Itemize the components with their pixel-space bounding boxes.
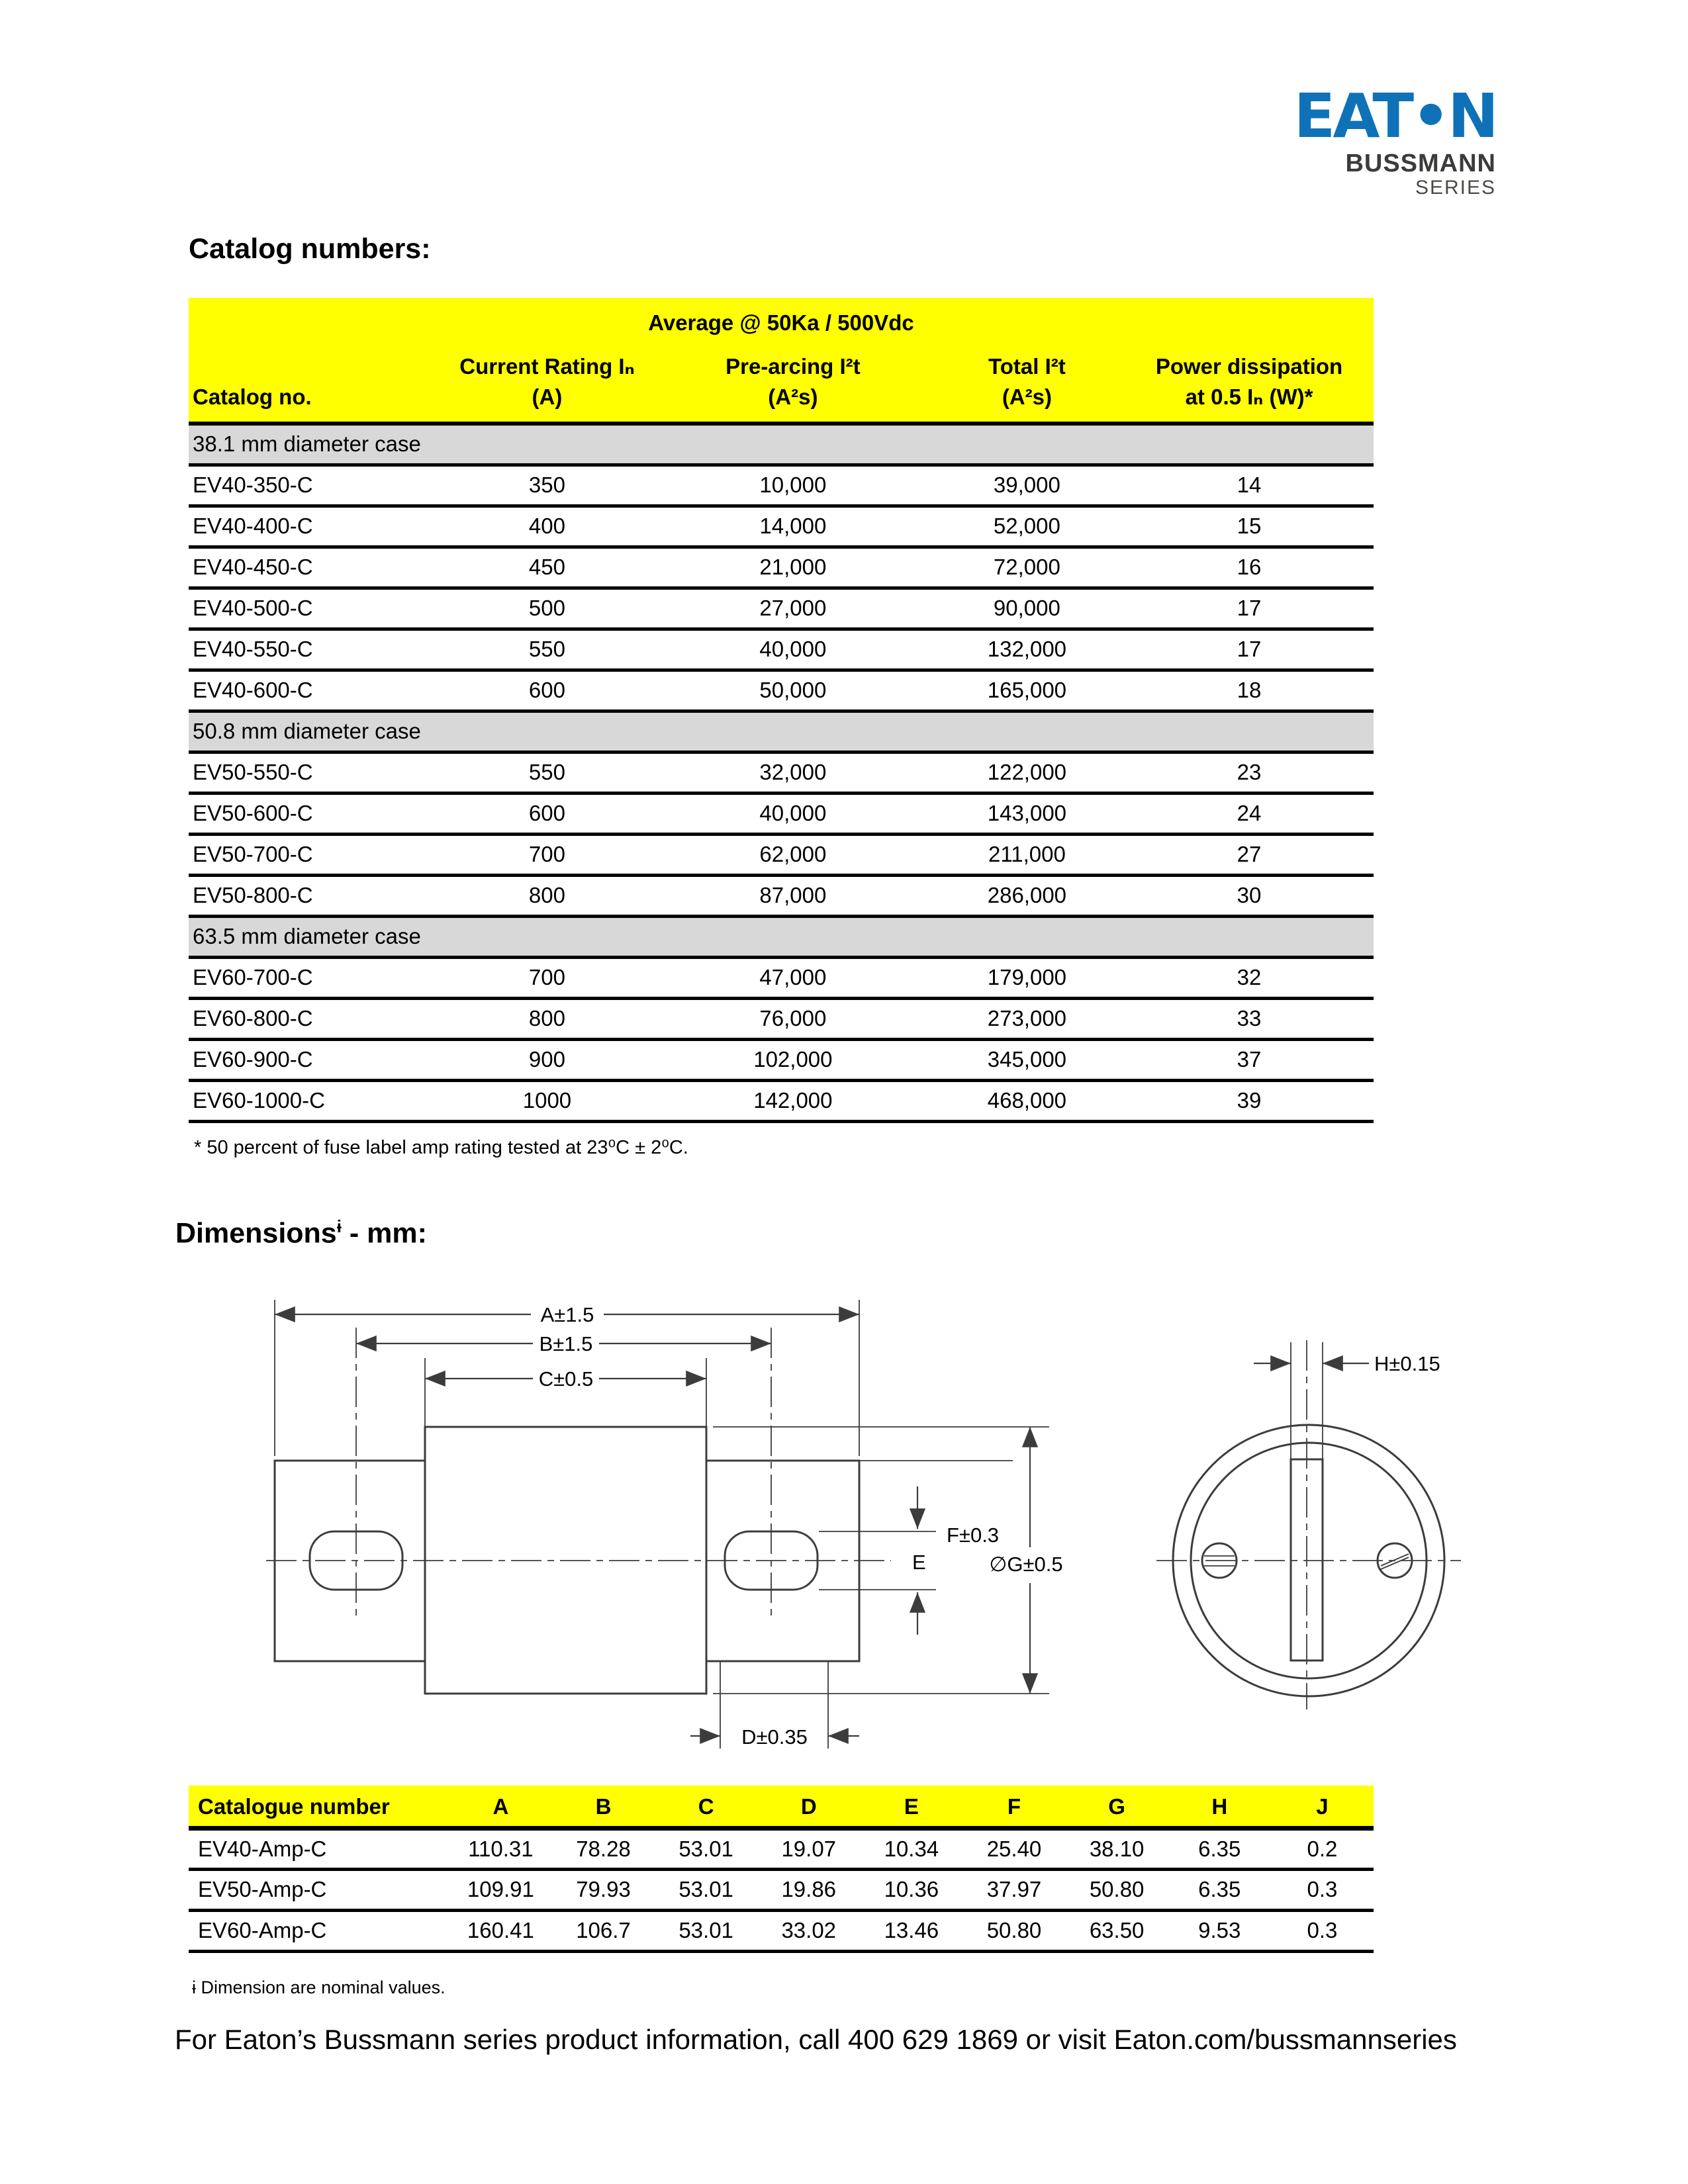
dimension-value-cell: 0.2 [1271,1828,1374,1869]
catalog-table-banner-row [189,298,1374,341]
dim-label-f: F±0.3 [947,1524,1000,1547]
value-cell: 122,000 [929,752,1125,793]
table-row [189,752,1374,793]
value-cell: 90,000 [929,588,1125,629]
value-cell: 350 [438,465,657,506]
value-cell: 142,000 [657,1080,929,1121]
dimension-value-cell: 0.3 [1271,1869,1374,1910]
catalog-number-cell: EV40-450-C [189,547,438,588]
value-cell: 400 [438,506,657,547]
column-header-a: A [449,1786,552,1828]
catalog-number-cell: EV60-900-C [189,1039,438,1080]
value-cell: 700 [438,957,657,998]
side-view [266,1300,1063,1749]
value-cell: 286,000 [929,875,1125,916]
dimension-value-cell: 63.50 [1066,1910,1168,1951]
table-row [189,1080,1374,1121]
table-row [189,998,1374,1039]
dimension-value-cell: 106.7 [552,1910,655,1951]
section-row [189,424,1374,465]
value-cell: 87,000 [657,875,929,916]
header-line: (A²s) [768,385,818,409]
catalog-number-cell: EV40-350-C [189,465,438,506]
value-cell: 24 [1125,793,1374,834]
value-cell: 47,000 [657,957,929,998]
value-cell: 62,000 [657,834,929,875]
column-header-c: C [655,1786,757,1828]
fuse-dimension-diagram [265,1291,1476,1760]
value-cell: 23 [1125,752,1374,793]
value-cell: 27 [1125,834,1374,875]
dimension-value-cell: 53.01 [655,1828,757,1869]
catalog-number-cell: EV40-400-C [189,506,438,547]
dimension-value-cell: 78.28 [552,1828,655,1869]
footnote-marker: ɨ [192,1978,196,1997]
section-row [189,916,1374,957]
value-cell: 102,000 [657,1039,929,1080]
table-row [189,588,1374,629]
value-cell: 900 [438,1039,657,1080]
value-cell: 21,000 [657,547,929,588]
bussmann-wordmark: BUSSMANN [1345,149,1496,177]
footnote-text: Dimension are nominal values. [196,1978,445,1997]
value-cell: 50,000 [657,670,929,711]
value-cell: 179,000 [929,957,1125,998]
catalog-number-cell: EV40-600-C [189,670,438,711]
dimension-value-cell: 19.86 [757,1869,860,1910]
header-line: (A²s) [1002,385,1052,409]
column-header-catalog-no: Catalog no. [189,341,438,424]
header-line: Power dissipation [1155,354,1343,379]
catalog-number-cell: EV60-1000-C [189,1080,438,1121]
dimension-value-cell: 0.3 [1271,1910,1374,1951]
dimension-value-cell: 6.35 [1168,1828,1271,1869]
column-header-catalogue-number: Catalogue number [189,1786,449,1828]
value-cell: 165,000 [929,670,1125,711]
column-header-d: D [757,1786,860,1828]
section-label: 38.1 mm diameter case [189,424,1374,465]
dim-label-b: B±1.5 [539,1332,593,1355]
catalog-number-cell: EV60-700-C [189,957,438,998]
value-cell: 76,000 [657,998,929,1039]
eaton-brand-mark: EAT•N [1293,81,1496,152]
catalog-number-cell: EV50-800-C [189,875,438,916]
dimension-value-cell: 19.07 [757,1828,860,1869]
dim-label-c: C±0.5 [538,1367,594,1390]
value-cell: 1000 [438,1080,657,1121]
value-cell: 14,000 [657,506,929,547]
value-cell: 450 [438,547,657,588]
dimension-value-cell: 160.41 [449,1910,552,1951]
section-label: 50.8 mm diameter case [189,711,1374,752]
catalog-number-cell: EV50-700-C [189,834,438,875]
table-row [189,1039,1374,1080]
value-cell: 600 [438,793,657,834]
value-cell: 800 [438,875,657,916]
eaton-logo [1291,81,1496,199]
table-row [189,547,1374,588]
column-header-current-rating [438,341,657,424]
footer-contact-line: For Eaton’s Bussmann series product information, call 400 629 1869 or visit Eaton.com/bussmannseries [175,2024,1457,2055]
value-cell: 32,000 [657,752,929,793]
section-label: 63.5 mm diameter case [189,916,1374,957]
dimension-value-cell: 109.91 [449,1869,552,1910]
column-header-f: F [962,1786,1065,1828]
catalog-number-cell: EV60-Amp-C [189,1910,449,1951]
table-row [189,1828,1374,1869]
column-header-total-i2t [929,341,1125,424]
dim-label-g: ∅G±0.5 [989,1553,1063,1576]
dimension-value-cell: 10.34 [860,1828,962,1869]
value-cell: 550 [438,629,657,670]
table-row [189,834,1374,875]
dimension-value-cell: 53.01 [655,1869,757,1910]
catalog-table-header-row [189,341,1374,424]
value-cell: 33 [1125,998,1374,1039]
value-cell: 40,000 [657,793,929,834]
header-line: Current Rating Iₙ [459,354,635,379]
dimensions-heading-marker: ɨ [336,1216,342,1236]
dimension-value-cell: 53.01 [655,1910,757,1951]
value-cell: 16 [1125,547,1374,588]
header-line: Total I²t [988,354,1066,379]
catalog-number-cell: EV40-Amp-C [189,1828,449,1869]
dimensions-table [189,1786,1374,1953]
value-cell: 143,000 [929,793,1125,834]
series-wordmark: SERIES [1415,176,1496,199]
value-cell: 18 [1125,670,1374,711]
value-cell: 132,000 [929,629,1125,670]
column-header-pre-arcing [657,341,929,424]
dimension-value-cell: 50.80 [962,1910,1065,1951]
value-cell: 40,000 [657,629,929,670]
dimensions-table-footnote [192,1978,445,1998]
catalog-table [189,298,1374,1123]
value-cell: 468,000 [929,1080,1125,1121]
table-row [189,670,1374,711]
value-cell: 72,000 [929,547,1125,588]
dimension-value-cell: 79.93 [552,1869,655,1910]
value-cell: 27,000 [657,588,929,629]
section-row [189,711,1374,752]
dimension-value-cell: 13.46 [860,1910,962,1951]
value-cell: 800 [438,998,657,1039]
column-header-e: E [860,1786,962,1828]
catalog-number-cell: EV60-800-C [189,998,438,1039]
catalog-number-cell: EV50-550-C [189,752,438,793]
value-cell: 273,000 [929,998,1125,1039]
dimensions-heading-text: Dimensions [175,1217,337,1250]
value-cell: 30 [1125,875,1374,916]
table-row [189,793,1374,834]
table-row [189,875,1374,916]
catalog-numbers-heading: Catalog numbers: [189,233,431,265]
catalog-number-cell: EV40-500-C [189,588,438,629]
dimensions-heading-suffix: - mm: [341,1217,427,1250]
table-row [189,465,1374,506]
dimension-value-cell: 10.36 [860,1869,962,1910]
column-header-h: H [1168,1786,1271,1828]
value-cell: 10,000 [657,465,929,506]
end-view [1156,1340,1461,1709]
value-cell: 550 [438,752,657,793]
value-cell: 17 [1125,588,1374,629]
table-row [189,629,1374,670]
dimension-value-cell: 50.80 [1066,1869,1168,1910]
value-cell: 39,000 [929,465,1125,506]
dim-label-a: A±1.5 [540,1303,594,1326]
column-header-j: J [1271,1786,1374,1828]
catalog-number-cell: EV50-600-C [189,793,438,834]
catalog-number-cell: EV40-550-C [189,629,438,670]
catalog-number-cell: EV50-Amp-C [189,1869,449,1910]
header-line: at 0.5 Iₙ (W)* [1185,385,1313,409]
column-header-g: G [1066,1786,1168,1828]
table-row [189,1910,1374,1951]
dimension-value-cell: 25.40 [962,1828,1065,1869]
value-cell: 700 [438,834,657,875]
value-cell: 32 [1125,957,1374,998]
value-cell: 52,000 [929,506,1125,547]
value-cell: 37 [1125,1039,1374,1080]
dimension-value-cell: 33.02 [757,1910,860,1951]
value-cell: 500 [438,588,657,629]
value-cell: 600 [438,670,657,711]
dimension-value-cell: 6.35 [1168,1869,1271,1910]
value-cell: 211,000 [929,834,1125,875]
dimensions-heading [175,1216,427,1250]
dimension-value-cell: 37.97 [962,1869,1065,1910]
value-cell: 17 [1125,629,1374,670]
catalog-table-footnote: * 50 percent of fuse label amp rating tested at 23⁰C ± 2⁰C. [194,1137,688,1158]
column-header-b: B [552,1786,655,1828]
dimensions-table-header-row [189,1786,1374,1828]
dim-label-d: D±0.35 [741,1725,808,1749]
table-row [189,957,1374,998]
value-cell: 345,000 [929,1039,1125,1080]
dim-label-e: E [912,1551,926,1574]
column-header-power-dissipation [1125,341,1374,424]
dimension-value-cell: 110.31 [449,1828,552,1869]
dim-label-h: H±0.15 [1374,1352,1440,1375]
table-row [189,506,1374,547]
header-line: Pre-arcing I²t [726,354,861,379]
header-line: (A) [532,385,563,409]
value-cell: 15 [1125,506,1374,547]
value-cell: 14 [1125,465,1374,506]
dimension-value-cell: 38.10 [1066,1828,1168,1869]
table-row [189,1869,1374,1910]
dimension-value-cell: 9.53 [1168,1910,1271,1951]
value-cell: 39 [1125,1080,1374,1121]
catalog-table-banner: Average @ 50Ka / 500Vdc [189,298,1374,341]
